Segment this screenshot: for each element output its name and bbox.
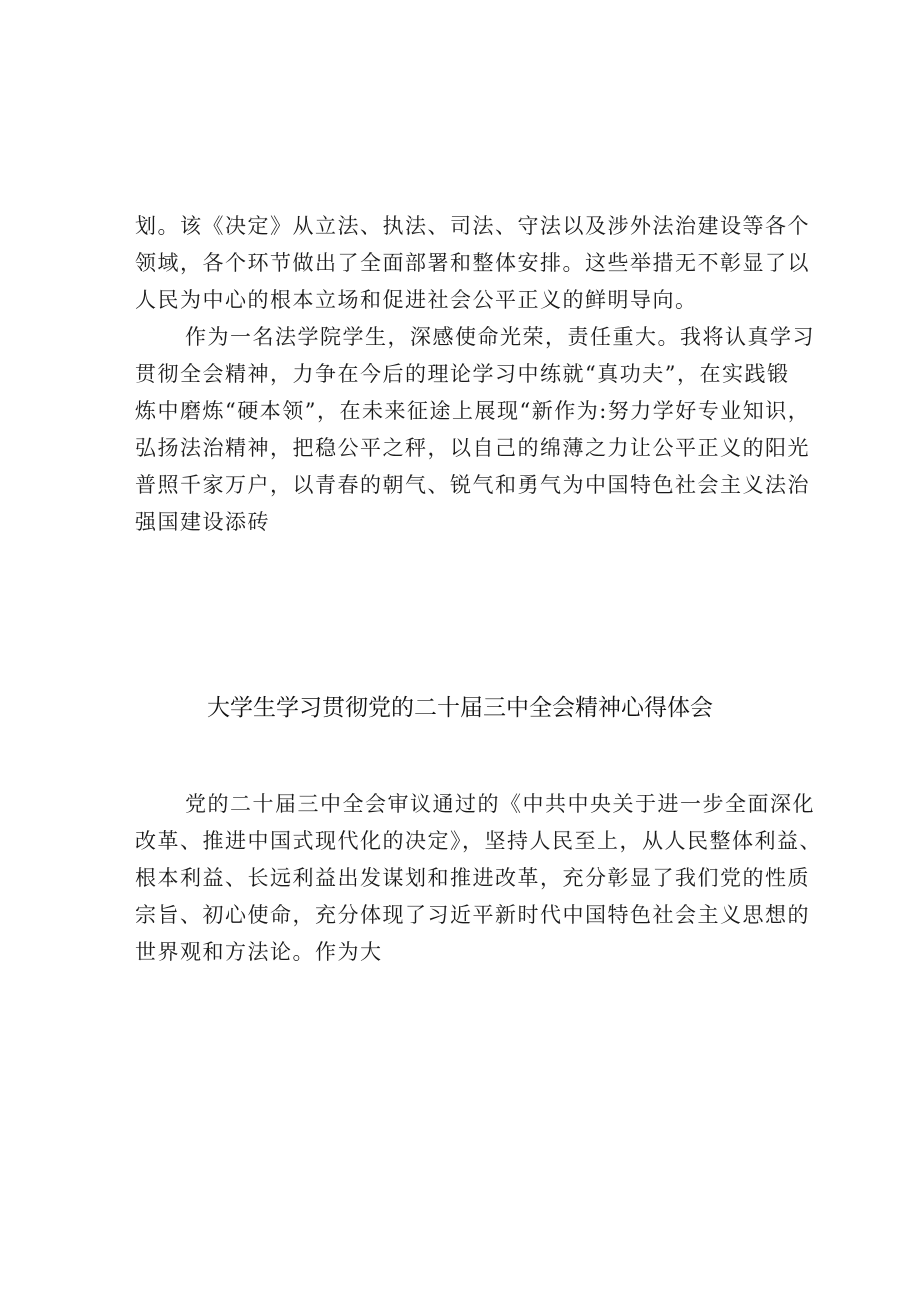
text-line: 贯彻全会精神，力争在今后的理论学习中练就“真功夫”，在实践锻: [135, 362, 790, 386]
text-line: 普照千家万户，以青春的朝气、锐气和勇气为中国特色社会主义法治: [135, 473, 810, 497]
text-line: 改革、推进中国式现代化的决定》，坚持人民至上，从人民整体利益、: [135, 829, 822, 853]
text-line: 根本利益、长远利益出发谋划和推进改革，充分彰显了我们党的性质: [135, 866, 810, 890]
text-line: 炼中磨炼“硬本领”，在未来征途上展现“新作为:努力学好专业知识，: [135, 399, 811, 423]
text-line: 划。该《决定》从立法、执法、司法、守法以及涉外法治建设等各个: [135, 214, 810, 238]
text-line: 宗旨、初心使命，充分体现了习近平新时代中国特色社会主义思想的: [135, 903, 810, 927]
section-title: 大学生学习贯彻党的二十届三中全会精神心得体会: [207, 695, 713, 721]
text-line: 弘扬法治精神，把稳公平之秤，以自己的绵薄之力让公平正义的阳光: [135, 436, 810, 460]
text-line: 人民为中心的根本立场和促进社会公平正义的鲜明导向。: [135, 288, 698, 312]
paragraph-block-2: [135, 786, 822, 971]
text-line: 领域，各个环节做出了全面部署和整体安排。这些举措无不彰显了以: [135, 251, 810, 275]
paragraph-block-1: [135, 208, 815, 541]
text-line: 作为一名法学院学生，深感使命光荣，责任重大。我将认真学习: [185, 325, 815, 349]
text-line: 强国建设添砖: [135, 510, 270, 534]
text-line: 世界观和方法论。作为大: [135, 940, 383, 964]
text-line: 党的二十届三中全会审议通过的《中共中央关于进一步全面深化: [185, 792, 815, 816]
